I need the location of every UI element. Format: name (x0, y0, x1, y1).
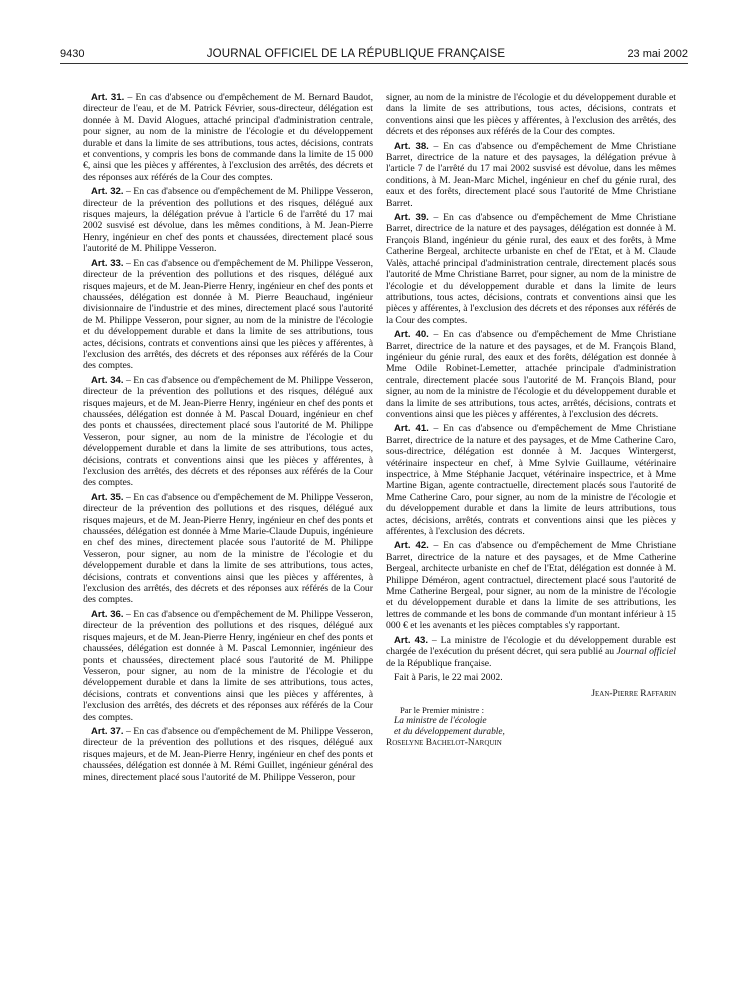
article-text: – En cas d'absence ou d'empêchement de Mme Christiane Barret, directrice de la nature et des paysages, et de M. François Bland, ingénieur du génie rural, des eaux et des forêts, délégation est donnée à Mme Odile Robinet-Lemetter, attachée principale d'administration centrale, directement placée sous l'autorité de M. François Bland, pour signer, au nom de la ministre de l'écologie et du développement durable et dans la limite de ses attributions, tous actes, arrêtés, décisions, contrats et conventions ainsi que les pièces y afférentes, à l'exclusion des décrets. (386, 329, 676, 420)
article-35 (83, 492, 373, 606)
article-text: – En cas d'absence ou d'empêchement de Mme Christiane Barret, directrice de la nature et des paysages, la délégation prévue à l'article 7 de l'arrêté du 17 mai 2002 susvisé est dévolue, dans les mêmes conditions, à M. Jean-Marc Michel, ingénieur en chef du génie rural, des eaux et des forêts, directement placé sous l'autorité de Mme Christiane Barret. (386, 140, 676, 209)
article-32 (83, 186, 373, 254)
article-34 (83, 375, 373, 489)
article-39 (386, 212, 676, 326)
journal-name-italic: Journal officiel (616, 646, 676, 658)
article-text: – En cas d'absence ou d'empêchement de Mme Christiane Barret, directrice de la nature et des paysages, et de Mme Catherine Caro, sous-directrice, délégation est donnée à M. Jacques Wintergerst, vétérinaire inspecteur en chef, à Mme Sylvie Guillaume, vétérinaire inspectrice, à Mme Stéphanie Jacquet, vétérinaire inspectrice, et à Mme Martine Bigan, agente contractuelle, directement placés sous l'autorité de Mme Catherine Caro, pour signer, au nom de la ministre de l'écologie et du développement durable et dans la limite de leurs attributions, tous actes, décisions, arrêtés, contrats et conventions ainsi que les pièces y afférentes, à l'exclusion des décrets. (386, 423, 676, 538)
article-text: – La ministre de l'écologie et du développement durable est chargée de l'exécution du présent décret, qui sera publié au (386, 634, 676, 658)
article-37 (83, 726, 373, 783)
article-42 (386, 540, 676, 631)
minister-title-line-1: La ministre de l'écologie (394, 716, 487, 727)
article-text: – En cas d'absence ou d'empêchement de M. Philippe Vesseron, directeur de la prévention des pollutions et des risques, délégué aux risques majeurs, et de M. Jean-Pierre Henry, ingénieur en chef des ponts et chaussées, délégation est donnée à M. Rémi Guillet, ingénieur général des mines, directement placé sous l'autorité de M. Philippe Vesseron, pour (83, 725, 374, 783)
journal-title: JOURNAL OFFICIEL DE LA RÉPUBLIQUE FRANÇAISE (206, 48, 506, 60)
article-text: – En cas d'absence ou d'empêchement de M. Philippe Vesseron, directeur de la prévention des pollutions et des risques, délégué aux risques majeurs, la délégation prévue à l'article 6 de l'arrêté du 17 mai 2002 susvisé est dévolue, dans les mêmes conditions, à M. Jean-Pierre Henry, ingénieur en chef des ponts et chaussées, directement placé sous l'autorité de M. Philippe Vesseron. (83, 186, 374, 255)
issue-date: 23 mai 2002 (627, 48, 688, 60)
article-label: Art. 37. (91, 725, 124, 737)
article-text: – En cas d'absence ou d'empêchement de M. Philippe Vesseron, directeur de la prévention des pollutions et des risques, délégué aux risques majeurs, et de M. Jean-Pierre Henry, ingénieur en chef des ponts et chaussées, délégation est donnée à M. Pierre Beauchaud, ingénieur divisionnaire de l'industrie et des mines, directement placé sous l'autorité de M. Philippe Vesseron, pour signer, au nom de la ministre de l'écologie et du développement durable et dans la limite de ses attributions, tous actes, décisions, contrats et conventions ainsi que les pièces y afférentes, à l'exclusion des arrêtés, des décrets et des réponses aux référés de la Cour des comptes. (83, 257, 374, 372)
signature-place-date: Fait à Paris, le 22 mai 2002. (394, 671, 503, 683)
article-label: Art. 34. (91, 374, 124, 386)
article-text: – En cas d'absence ou d'empêchement de Mme Christiane Barret, directrice de la nature et des paysages, délégation est donnée à M. François Bland, ingénieur du génie rural, des eaux et des forêts, à Mme Catherine Bergeal, architecte urbaniste en chef de l'Etat, et à M. Claude Valès, attaché principal d'administration centrale, directement placés sous l'autorité de Mme Christiane Barret, pour signer, au nom de la ministre de l'écologie et du développement durable et dans la limite de leurs attributions, tous actes, décisions, contrats et conventions ainsi que les pièces y afférentes, à l'exclusion des décrets et des réponses aux référés de la Cour des comptes. (386, 212, 676, 326)
page-header (60, 40, 688, 60)
article-label: Art. 33. (91, 257, 124, 269)
article-label: Art. 36. (91, 608, 124, 620)
article-33 (83, 258, 373, 372)
article-37-continuation: signer, au nom de la ministre de l'écologie et du développement durable et dans la limite de ses attributions, tous actes, décisions, contrats et conventions ainsi que les pièces y afférentes, à l'exclusion des arrêtés, des décrets et des réponses aux référés de la Cour des comptes. (386, 92, 676, 138)
article-text: – En cas d'absence ou d'empêchement de M. Philippe Vesseron, directeur de la prévention des pollutions et des risques, délégué aux risques majeurs, et de M. Jean-Pierre Henry, ingénieur en chef des ponts et chaussées, délégation est donnée à M. Pascal Lemonnier, ingénieur des ponts et chaussées, directement placé sous l'autorité de M. Philippe Vesseron, pour signer, au nom de la ministre de l'écologie et du développement durable et dans la limite de ses attributions, tous actes, décisions, contrats et conventions ainsi que les pièces y afférentes, à l'exclusion des arrêtés, des décrets et des réponses aux référés de la Cour des comptes. (83, 608, 374, 723)
article-31 (83, 92, 373, 183)
article-text: – En cas d'absence ou d'empêchement de Mme Christiane Barret, directrice de la nature et des paysages, et de Mme Catherine Bergeal, architecte urbaniste en chef de l'Etat, délégation est donnée à M. Philippe Déméron, agent contractuel, directement placé sous l'autorité de Mme Catherine Bergeal, pour signer, au nom de la ministre de l'écologie et du développement durable et dans la limite de ses attributions, les lettres de commande et les bons de commande d'un montant inférieur à 15 000 € et les avenants et les pièces comptables s'y rapportant. (386, 540, 676, 632)
article-label: Art. 39. (394, 212, 429, 224)
article-label: Art. 43. (394, 634, 429, 646)
article-label: Art. 32. (91, 186, 124, 198)
right-column (386, 92, 676, 750)
minister-name: Roselyne Bachelot-Narquin (386, 738, 502, 749)
signatory-name: Jean-Pierre Raffarin (591, 689, 676, 700)
minister-title-line-2: et du développement durable, (394, 727, 505, 738)
by-prime-minister: Par le Premier ministre : (400, 704, 485, 715)
article-text: – En cas d'absence ou d'empêchement de M. Philippe Vesseron, directeur de la prévention des pollutions et des risques, délégué aux risques majeurs, et de M. Jean-Pierre Henry, ingénieur en chef des ponts et chaussées, délégation est donnée à Mme Marie-Claude Dupuis, ingénieure en chef des mines, directement placée sous l'autorité de M. Philippe Vesseron, pour signer, au nom de la ministre de l'écologie et du développement durable et dans la limite de ses attributions, tous actes, décisions, contrats et conventions ainsi que les pièces y afférentes, à l'exclusion des arrêtés, des décrets et des réponses aux référés de la Cour des comptes. (83, 491, 374, 606)
article-40 (386, 329, 676, 420)
article-text: – En cas d'absence ou d'empêchement de M. Philippe Vesseron, directeur de la prévention des pollutions et des risques, délégué aux risques majeurs, et de M. Jean-Pierre Henry, ingénieur en chef des ponts et chaussées, délégation est donnée à M. Pascal Douard, ingénieur en chef des ponts et chaussées, directement placé sous l'autorité de M. Philippe Vesseron, pour signer, au nom de la ministre de l'écologie et du développement durable et dans la limite de ses attributions, tous actes, décisions, contrats et conventions ainsi que les pièces y afférentes, à l'exclusion des arrêtés, des décrets et des réponses aux référés de la Cour des comptes. (83, 374, 374, 489)
article-label: Art. 41. (394, 423, 429, 435)
article-label: Art. 31. (91, 92, 125, 103)
article-label: Art. 42. (394, 540, 429, 552)
page-number: 9430 (60, 48, 85, 60)
article-label: Art. 40. (394, 329, 429, 341)
article-label: Art. 38. (394, 140, 429, 152)
article-text: – En cas d'absence ou d'empêchement de M. Bernard Baudot, directeur de l'eau, et de M. Patrick Février, sous-directeur, délégation est donnée à M. David Alogues, attaché principal d'administration centrale, pour signer, au nom de la ministre de l'écologie et du développement durable et dans la limite de ses attributions, tous actes, décisions, contrats et conventions, y compris les bons de commande dans la limite de 15 000 €, ainsi que les pièces y afférentes, à l'exclusion des arrêtés, des décrets et des réponses aux référés de la Cour des comptes. (83, 92, 374, 183)
left-column (83, 92, 373, 786)
article-text: de la République française. (386, 657, 492, 669)
article-label: Art. 35. (91, 491, 124, 503)
header-rule (60, 63, 688, 64)
article-36 (83, 609, 373, 723)
article-41 (386, 423, 676, 537)
article-38 (386, 141, 676, 209)
article-43 (386, 635, 676, 669)
